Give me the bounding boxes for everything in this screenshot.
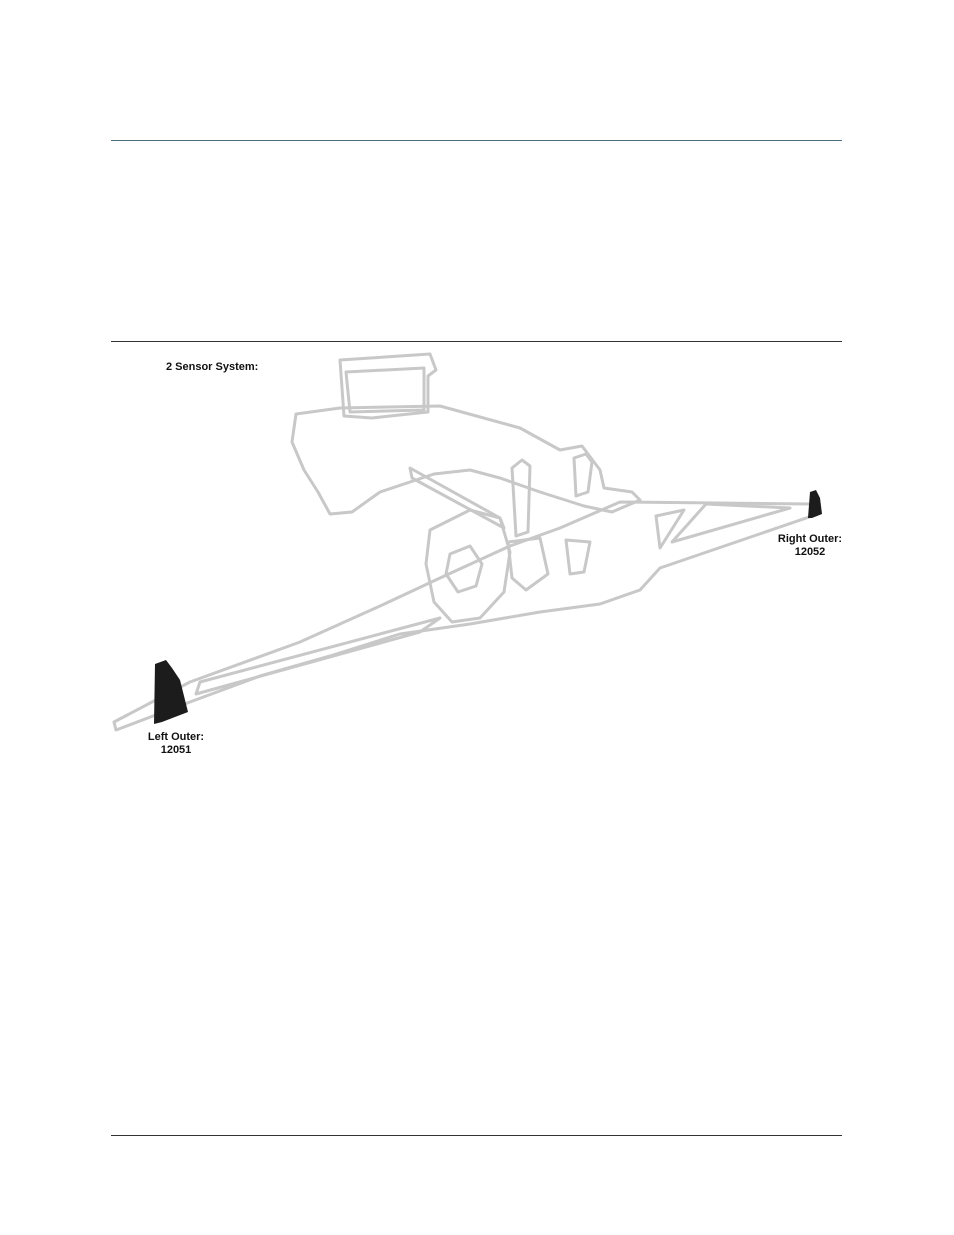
left-outer-label: Left Outer:	[147, 731, 205, 743]
boom-truss-outline	[196, 618, 440, 694]
arm-outline	[410, 468, 504, 528]
right-outer-label: Right Outer:	[777, 533, 843, 545]
mast-outline	[512, 460, 530, 536]
right-outer-sensor	[808, 490, 822, 518]
mast-outline-right	[574, 454, 592, 496]
left-outer-callout	[140, 731, 212, 757]
wheel-hub-outline	[446, 546, 482, 592]
footer-rule	[111, 1135, 842, 1136]
left-brace-outline	[656, 510, 684, 548]
right-outer-callout	[772, 533, 848, 559]
header-rule	[111, 140, 842, 141]
right-outer-code: 12052	[794, 546, 826, 558]
linkage-outline-2	[566, 540, 590, 574]
left-outer-sensor	[154, 660, 188, 724]
left-outer-code: 12051	[160, 744, 192, 756]
system-label: 2 Sensor System:	[166, 361, 259, 373]
boom-frame-outline	[114, 502, 818, 730]
